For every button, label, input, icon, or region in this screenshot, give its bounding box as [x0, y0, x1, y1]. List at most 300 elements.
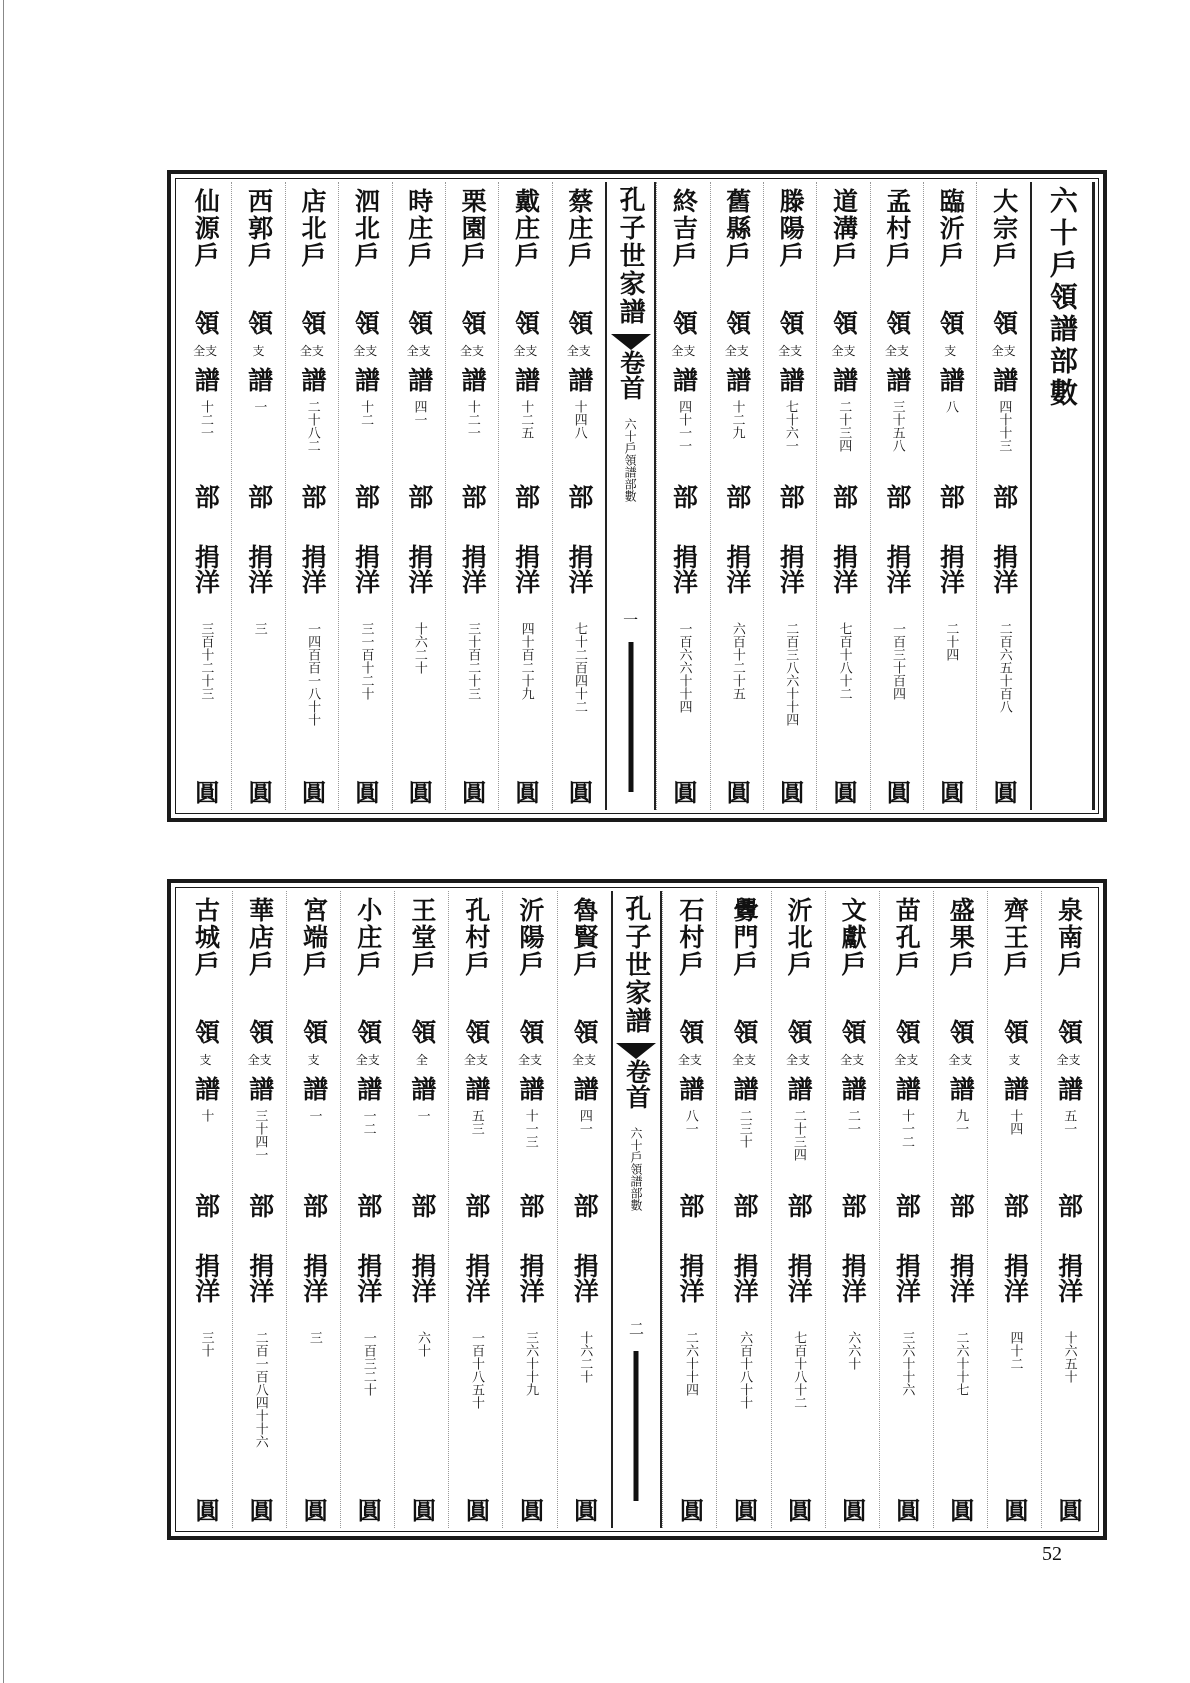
amount-numerals: 二百六五十百八 [996, 622, 1012, 713]
coverage-note: 支 [1008, 1053, 1021, 1067]
juan-yang-chars: 捐洋 [776, 544, 806, 594]
household-name: 戴庄戶 [511, 188, 541, 269]
amount-numerals: 六百十八十十 [737, 1331, 753, 1409]
ling-char: 領 [829, 310, 859, 335]
quantity-numerals: 十二一 [464, 400, 480, 439]
volume-label: 卷首 [622, 1059, 652, 1109]
household-column [445, 182, 498, 810]
household-column [976, 182, 1029, 810]
ling-char: 領 [946, 1019, 976, 1044]
quantity-numerals: 四十一一 [676, 400, 692, 452]
household-name: 文獻戶 [838, 897, 868, 978]
household-column [286, 891, 340, 1528]
yuan-char: 圓 [945, 1498, 975, 1522]
juan-yang-chars: 捐洋 [829, 544, 859, 594]
pu-char: 譜 [776, 367, 806, 392]
quantity-numerals: 四一 [411, 400, 427, 426]
pu-char: 譜 [675, 1076, 705, 1101]
book-title: 孔子世家譜 [615, 186, 646, 326]
ling-char: 領 [515, 1019, 545, 1044]
ling-char: 領 [1054, 1019, 1084, 1044]
bu-char: 部 [351, 484, 381, 509]
bu-char: 部 [729, 1193, 759, 1218]
coverage-note: 支 [199, 1053, 212, 1067]
bu-char: 部 [564, 484, 594, 509]
coverage-note: 全支 [193, 344, 218, 358]
coverage-note: 支 [944, 344, 957, 358]
household-name: 大宗戶 [989, 188, 1019, 269]
bu-char: 部 [244, 484, 274, 509]
household-name: 滕陽戶 [776, 188, 806, 269]
bu-char: 部 [299, 1193, 329, 1218]
book-title: 孔子世家譜 [620, 895, 651, 1035]
amount-numerals: 十六二十 [411, 622, 427, 674]
ling-char: 領 [404, 310, 434, 335]
bu-char: 部 [669, 484, 699, 509]
household-column [231, 182, 284, 810]
amount-numerals: 一百十八五十 [469, 1331, 485, 1409]
page-number: 52 [1042, 1543, 1062, 1565]
ling-char: 領 [729, 1019, 759, 1044]
yuan-char: 圓 [297, 780, 327, 804]
amount-numerals: 七百十八十二 [836, 622, 852, 700]
quantity-numerals: 八 [943, 400, 959, 413]
amount-numerals: 三六十十六 [899, 1331, 915, 1396]
bu-char: 部 [675, 1193, 705, 1218]
yuan-char: 圓 [729, 1498, 759, 1522]
pu-char: 譜 [515, 1076, 545, 1101]
household-name: 孟村戶 [882, 188, 912, 269]
pu-char: 譜 [669, 367, 699, 392]
household-column [285, 182, 338, 810]
bu-char: 部 [191, 484, 221, 509]
amount-numerals: 二十四 [943, 622, 959, 661]
coverage-note: 全支 [513, 344, 538, 358]
juan-yang-chars: 捐洋 [245, 1253, 275, 1303]
yuan-char: 圓 [675, 1498, 705, 1522]
juan-yang-chars: 捐洋 [407, 1253, 437, 1303]
pu-char: 譜 [299, 1076, 329, 1101]
ling-char: 領 [776, 310, 806, 335]
amount-numerals: 三百十二十三 [198, 622, 214, 700]
household-name: 魯賢戶 [570, 897, 600, 978]
quantity-numerals: 一二 [360, 1109, 376, 1135]
coverage-note: 全支 [948, 1053, 973, 1067]
quantity-numerals: 十四八 [571, 400, 587, 439]
pu-char: 譜 [1054, 1076, 1084, 1101]
coverage-note: 全支 [724, 344, 749, 358]
bu-char: 部 [404, 484, 434, 509]
yuan-char: 圓 [722, 780, 752, 804]
household-name: 齊王戶 [1000, 897, 1030, 978]
household-name: 苗孔戶 [892, 897, 922, 978]
pu-char: 譜 [722, 367, 752, 392]
center-bar [634, 1351, 639, 1501]
household-column [763, 182, 816, 810]
ling-char: 領 [882, 310, 912, 335]
quantity-numerals: 十一二 [899, 1109, 915, 1148]
coverage-note: 支 [307, 1053, 320, 1067]
juan-yang-chars: 捐洋 [404, 544, 434, 594]
coverage-note: 全 [415, 1053, 428, 1067]
ling-char: 領 [564, 310, 594, 335]
amount-numerals: 六百十二十五 [729, 622, 745, 700]
yuan-char: 圓 [407, 1498, 437, 1522]
household-name: 時庄戶 [404, 188, 434, 269]
bu-char: 部 [776, 484, 806, 509]
household-name: 終吉戶 [669, 188, 699, 269]
bu-char: 部 [458, 484, 488, 509]
coverage-note: 全支 [566, 344, 591, 358]
quantity-numerals: 五一 [1061, 1109, 1077, 1135]
amount-numerals: 四十百二十九 [518, 622, 534, 700]
juan-yang-chars: 捐洋 [191, 1253, 221, 1303]
coverage-note: 全支 [991, 344, 1016, 358]
ling-char: 領 [244, 310, 274, 335]
bu-char: 部 [353, 1193, 383, 1218]
amount-numerals: 一百六六十十四 [676, 622, 692, 713]
ling-char: 領 [838, 1019, 868, 1044]
amount-numerals: 三六十十九 [523, 1331, 539, 1396]
pu-char: 譜 [458, 367, 488, 392]
coverage-note: 全支 [463, 1053, 488, 1067]
coverage-note: 全支 [884, 344, 909, 358]
pu-char: 譜 [297, 367, 327, 392]
household-column [879, 891, 933, 1528]
juan-yang-chars: 捐洋 [946, 1253, 976, 1303]
ling-char: 領 [297, 310, 327, 335]
quantity-numerals: 二十三四 [836, 400, 852, 452]
juan-yang-chars: 捐洋 [989, 544, 1019, 594]
household-name: 宮端戶 [299, 897, 329, 978]
yuan-char: 圓 [828, 780, 858, 804]
household-column [552, 182, 605, 810]
household-column [232, 891, 286, 1528]
juan-yang-chars: 捐洋 [191, 544, 221, 594]
quantity-numerals: 十二一 [198, 400, 214, 439]
coverage-note: 全支 [778, 344, 803, 358]
ling-char: 領 [570, 1019, 600, 1044]
center-column [611, 891, 663, 1528]
household-column [656, 182, 709, 810]
ling-char: 領 [458, 310, 488, 335]
coverage-note: 全支 [831, 344, 856, 358]
household-name: 泉南戶 [1054, 897, 1084, 978]
coverage-note: 全支 [1056, 1053, 1081, 1067]
household-name: 釁門戶 [729, 897, 759, 978]
quantity-numerals: 一 [306, 1109, 322, 1122]
household-column [816, 182, 869, 810]
amount-numerals: 十六五十 [1061, 1331, 1077, 1383]
juan-yang-chars: 捐洋 [1000, 1253, 1030, 1303]
pu-char: 譜 [404, 367, 434, 392]
pu-char: 譜 [191, 1076, 221, 1101]
section-subtitle: 六十戶領譜部數 [628, 1127, 643, 1211]
amount-numerals: 一百三二十 [360, 1331, 376, 1396]
household-column [394, 891, 448, 1528]
juan-yang-chars: 捐洋 [730, 1253, 760, 1303]
left-margin-rule [3, 0, 4, 1683]
yuan-char: 圓 [191, 1498, 221, 1522]
juan-yang-chars: 捐洋 [351, 544, 381, 594]
quantity-numerals: 十 [198, 1109, 214, 1122]
household-name: 舊縣戶 [722, 188, 752, 269]
yuan-char: 圓 [1053, 1498, 1083, 1522]
ling-char: 領 [353, 1019, 383, 1044]
yuan-char: 圓 [510, 780, 540, 804]
ling-char: 領 [245, 1019, 275, 1044]
pu-char: 譜 [461, 1076, 491, 1101]
juan-yang-chars: 捐洋 [353, 1253, 383, 1303]
yuan-char: 圓 [935, 780, 965, 804]
ling-char: 領 [936, 310, 966, 335]
yuan-char: 圓 [350, 780, 380, 804]
ling-char: 領 [784, 1019, 814, 1044]
juan-yang-chars: 捐洋 [722, 544, 752, 594]
coverage-note: 全支 [677, 1053, 702, 1067]
quantity-numerals: 一 [251, 400, 267, 413]
bu-char: 部 [892, 1193, 922, 1218]
juan-yang-chars: 捐洋 [462, 1253, 492, 1303]
household-column [392, 182, 445, 810]
bu-char: 部 [838, 1193, 868, 1218]
coverage-note: 全支 [247, 1053, 272, 1067]
household-column [710, 182, 763, 810]
bu-char: 部 [245, 1193, 275, 1218]
yuan-char: 圓 [999, 1498, 1029, 1522]
amount-numerals: 一四百百一八十十 [305, 622, 321, 726]
household-column [448, 891, 502, 1528]
amount-numerals: 二百一百八四十十六 [252, 1331, 268, 1448]
coverage-note: 全支 [671, 344, 696, 358]
bu-char: 部 [946, 1193, 976, 1218]
household-column [179, 891, 232, 1528]
household-column [987, 891, 1041, 1528]
household-column [502, 891, 556, 1528]
yuan-char: 圓 [891, 1498, 921, 1522]
panel-title: 六十戶領譜部數 [1045, 186, 1079, 410]
bu-char: 部 [1000, 1193, 1030, 1218]
bu-char: 部 [722, 484, 752, 509]
quantity-numerals: 三十四一 [252, 1109, 268, 1161]
top-columns [179, 182, 1095, 810]
coverage-note: 全支 [731, 1053, 756, 1067]
household-name: 臨沂戶 [936, 188, 966, 269]
ling-char: 領 [299, 1019, 329, 1044]
household-name: 盛果戶 [946, 897, 976, 978]
quantity-numerals: 十二九 [729, 400, 745, 439]
yuan-char: 圓 [564, 780, 594, 804]
household-column [340, 891, 394, 1528]
bu-char: 部 [829, 484, 859, 509]
household-column [498, 182, 551, 810]
coverage-note: 全支 [572, 1053, 597, 1067]
pu-char: 譜 [244, 367, 274, 392]
yuan-char: 圓 [457, 780, 487, 804]
ling-char: 領 [1000, 1019, 1030, 1044]
juan-yang-chars: 捐洋 [299, 1253, 329, 1303]
household-name: 沂陽戶 [515, 897, 545, 978]
yuan-char: 圓 [461, 1498, 491, 1522]
household-name: 仙源戶 [191, 188, 221, 269]
yuan-char: 圓 [404, 780, 434, 804]
amount-numerals: 二六十十七 [953, 1331, 969, 1396]
amount-numerals: 三 [251, 622, 267, 635]
pu-char: 譜 [882, 367, 912, 392]
bu-char: 部 [570, 1193, 600, 1218]
center-bar [628, 642, 633, 792]
coverage-note: 全支 [355, 1053, 380, 1067]
bu-char: 部 [297, 484, 327, 509]
quantity-numerals: 十一三 [522, 1109, 538, 1148]
household-name: 蔡庄戶 [564, 188, 594, 269]
amount-numerals: 六十 [414, 1331, 430, 1357]
household-column [825, 891, 879, 1528]
coverage-note: 全支 [840, 1053, 865, 1067]
pu-char: 譜 [564, 367, 594, 392]
juan-yang-chars: 捐洋 [838, 1253, 868, 1303]
household-column [933, 891, 987, 1528]
bu-char: 部 [989, 484, 1019, 509]
quantity-numerals: 三十五八 [889, 400, 905, 452]
yuan-char: 圓 [245, 1498, 275, 1522]
pu-char: 譜 [946, 1076, 976, 1101]
pu-char: 譜 [829, 367, 859, 392]
coverage-note: 全支 [299, 344, 324, 358]
pu-char: 譜 [351, 367, 381, 392]
pu-char: 譜 [191, 367, 221, 392]
panel-title-column [1030, 182, 1095, 810]
juan-yang-chars: 捐洋 [298, 544, 328, 594]
pu-char: 譜 [245, 1076, 275, 1101]
coverage-note: 全支 [460, 344, 485, 358]
amount-numerals: 二六十十四 [683, 1331, 699, 1396]
bu-char: 部 [1054, 1193, 1084, 1218]
yuan-char: 圓 [244, 780, 274, 804]
bu-char: 部 [936, 484, 966, 509]
juan-yang-chars: 捐洋 [458, 544, 488, 594]
quantity-numerals: 一 [414, 1109, 430, 1122]
ling-char: 領 [191, 310, 221, 335]
ling-char: 領 [461, 1019, 491, 1044]
yuan-char: 圓 [989, 780, 1019, 804]
household-column [557, 891, 611, 1528]
amount-numerals: 十六二十 [577, 1331, 593, 1383]
amount-numerals: 二百三八六十十四 [783, 622, 799, 726]
quantity-numerals: 九一 [953, 1109, 969, 1135]
ling-char: 領 [351, 310, 381, 335]
household-name: 栗園戶 [458, 188, 488, 269]
ling-char: 領 [892, 1019, 922, 1044]
juan-yang-chars: 捐洋 [570, 1253, 600, 1303]
household-name: 道溝戶 [829, 188, 859, 269]
yuan-char: 圓 [882, 780, 912, 804]
quantity-numerals: 四一 [576, 1109, 592, 1135]
quantity-numerals: 十四 [1007, 1109, 1023, 1135]
quantity-numerals: 七十六一 [782, 400, 798, 452]
bu-char: 部 [515, 1193, 545, 1218]
coverage-note: 支 [252, 344, 265, 358]
amount-numerals: 三十百二十三 [465, 622, 481, 700]
yuan-char: 圓 [783, 1498, 813, 1522]
bu-char: 部 [461, 1193, 491, 1218]
household-column [870, 182, 923, 810]
juan-yang-chars: 捐洋 [244, 544, 274, 594]
amount-numerals: 七百十八十二 [791, 1331, 807, 1409]
household-name: 王堂戶 [407, 897, 437, 978]
juan-yang-chars: 捐洋 [511, 544, 541, 594]
juan-yang-chars: 捐洋 [676, 1253, 706, 1303]
amount-numerals: 四十二 [1007, 1331, 1023, 1370]
household-name: 沂北戶 [784, 897, 814, 978]
juan-yang-chars: 捐洋 [892, 1253, 922, 1303]
yuan-char: 圓 [353, 1498, 383, 1522]
coverage-note: 全支 [517, 1053, 542, 1067]
quantity-numerals: 二十八二 [304, 400, 320, 452]
yuan-char: 圓 [515, 1498, 545, 1522]
bottom-columns [179, 891, 1095, 1528]
juan-yang-chars: 捐洋 [669, 544, 699, 594]
bu-char: 部 [511, 484, 541, 509]
volume-label: 卷首 [616, 350, 646, 400]
quantity-numerals: 二一 [844, 1109, 860, 1135]
bu-char: 部 [784, 1193, 814, 1218]
fishtail-mark [611, 334, 651, 350]
quantity-numerals: 二十三四 [790, 1109, 806, 1161]
ling-char: 領 [407, 1019, 437, 1044]
pu-char: 譜 [892, 1076, 922, 1101]
fishtail-mark [616, 1043, 656, 1059]
yuan-char: 圓 [775, 780, 805, 804]
pu-char: 譜 [838, 1076, 868, 1101]
yuan-char: 圓 [569, 1498, 599, 1522]
quantity-numerals: 二三十 [736, 1109, 752, 1148]
pu-char: 譜 [570, 1076, 600, 1101]
pu-char: 譜 [1000, 1076, 1030, 1101]
center-column [605, 182, 656, 810]
ling-char: 領 [675, 1019, 705, 1044]
household-name: 小庄戶 [353, 897, 383, 978]
juan-yang-chars: 捐洋 [516, 1253, 546, 1303]
ling-char: 領 [722, 310, 752, 335]
pu-char: 譜 [729, 1076, 759, 1101]
household-name: 孔村戶 [461, 897, 491, 978]
top-panel [167, 170, 1107, 822]
ling-char: 領 [191, 1019, 221, 1044]
amount-numerals: 三一百十二十 [358, 622, 374, 700]
quantity-numerals: 四十十三 [996, 400, 1012, 452]
household-column [662, 891, 716, 1528]
juan-yang-chars: 捐洋 [882, 544, 912, 594]
pu-char: 譜 [353, 1076, 383, 1101]
amount-numerals: 六六十 [845, 1331, 861, 1370]
coverage-note: 全支 [353, 344, 378, 358]
quantity-numerals: 五三 [468, 1109, 484, 1135]
household-column [771, 891, 825, 1528]
juan-yang-chars: 捐洋 [784, 1253, 814, 1303]
quantity-numerals: 八一 [682, 1109, 698, 1135]
household-column [179, 182, 231, 810]
section-subtitle: 六十戶領譜部數 [623, 418, 638, 502]
pu-char: 譜 [407, 1076, 437, 1101]
juan-yang-chars: 捐洋 [1054, 1253, 1084, 1303]
quantity-numerals: 十二五 [518, 400, 534, 439]
ling-char: 領 [511, 310, 541, 335]
household-name: 石村戶 [675, 897, 705, 978]
bottom-panel [167, 879, 1107, 1540]
coverage-note: 全支 [894, 1053, 919, 1067]
household-name: 泗北戶 [351, 188, 381, 269]
